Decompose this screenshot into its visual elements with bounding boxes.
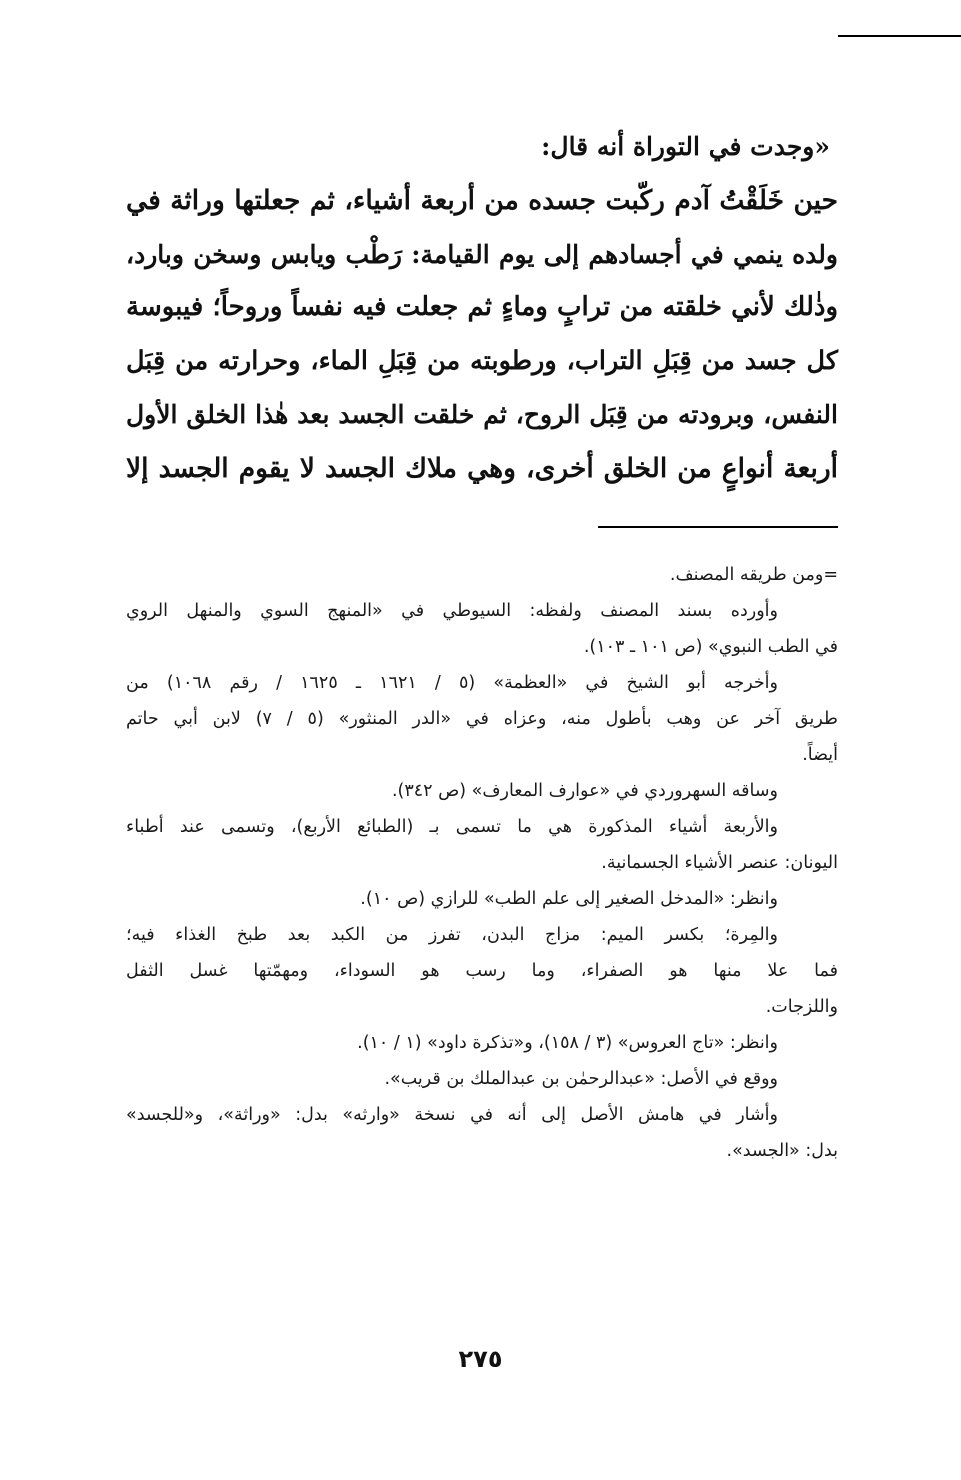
footnote-line: وانظر: «تاج العروس» (٣ / ١٥٨)، و«تذكرة داود» (١ / ١٠). [357,1033,778,1053]
main-text [126,120,838,495]
main-line: أربعة أنواعٍ من الخلق أخرى، وهي ملاك الجسد لا يقوم الجسد إلا [126,452,838,484]
footnote-line: والأربعة أشياء المذكورة هي ما تسمى بـ (الطبائع الأربع)، وتسمى عند أطباء [126,817,778,837]
page-number: ٢٧٥ [458,1345,503,1373]
footnote-line: وأورده بسند المصنف ولفظه: السيوطي في «المنهج السوي والمنهل الروي [126,601,778,621]
top-rule [838,35,961,37]
footnote-line: وساقه السهروردي في «عوارف المعارف» (ص ٣٤٢). [391,781,778,801]
footnote-line: طريق آخر عن وهب بأطول منه، وعزاه في «الدر المنثور» (٥ / ٧) لابن أبي حاتم [126,709,838,729]
main-line: النفس، وبرودته من قِبَل الروح، ثم خلقت الجسد بعد هٰذا الخلق الأول [126,400,838,429]
main-line: ولده ينمي في أجسادهم إلى يوم القيامة: رَطْب ويابس وسخن وبارد، [126,239,838,269]
footnote-line: وأخرجه أبو الشيخ في «العظمة» (٥ / ١٦٢١ ـ ١٦٢٥ / رقم ١٠٦٨) من [126,673,778,693]
footnote-line: وانظر: «المدخل الصغير إلى علم الطب» للرازي (ص ١٠). [360,889,778,909]
intro-line: «وجدت في التوراة أنه قال: [541,132,830,161]
main-line: وذٰلك لأني خلقته من ترابٍ وماءٍ ثم جعلت فيه نفساً وروحاً؛ فيبوسة [126,292,838,322]
main-line: كل جسد من قِبَلِ التراب، ورطوبته من قِبَلِ الماء، وحرارته من قِبَل [126,345,838,376]
footnote-line: فما علا منها هو الصفراء، وما رسب هو السوداء، ومهمّتها غسل الثفل [126,961,838,981]
footnote-line: في الطب النبوي» (ص ١٠١ ـ ١٠٣). [583,637,838,657]
footnote-line: بدل: «الجسد». [726,1141,838,1161]
footnote-line: واللزجات. [765,997,838,1017]
main-line: حين خَلَقْتُ آدم ركّبت جسده من أربعة أشياء، ثم جعلتها وراثة في [126,185,838,216]
footnote-line: والمِرة؛ بكسر الميم: مزاج البدن، تفرز من الكبد بعد طبخ الغذاء فيه؛ [126,925,778,945]
footnote-line: اليونان: عنصر الأشياء الجسمانية. [601,853,838,873]
footnote-line: أيضاً. [802,745,838,765]
footnote-line: وأشار في هامش الأصل إلى أنه في نسخة «وارثه» بدل: «وراثة»، و«للجسد» [126,1105,778,1125]
footnote-line: =ومن طريقه المصنف. [669,565,838,585]
footnotes [126,557,838,1169]
footnote-divider [598,526,838,528]
footnote-line: ووقع في الأصل: «عبدالرحمٰن بن عبدالملك بن قريب». [384,1069,778,1089]
